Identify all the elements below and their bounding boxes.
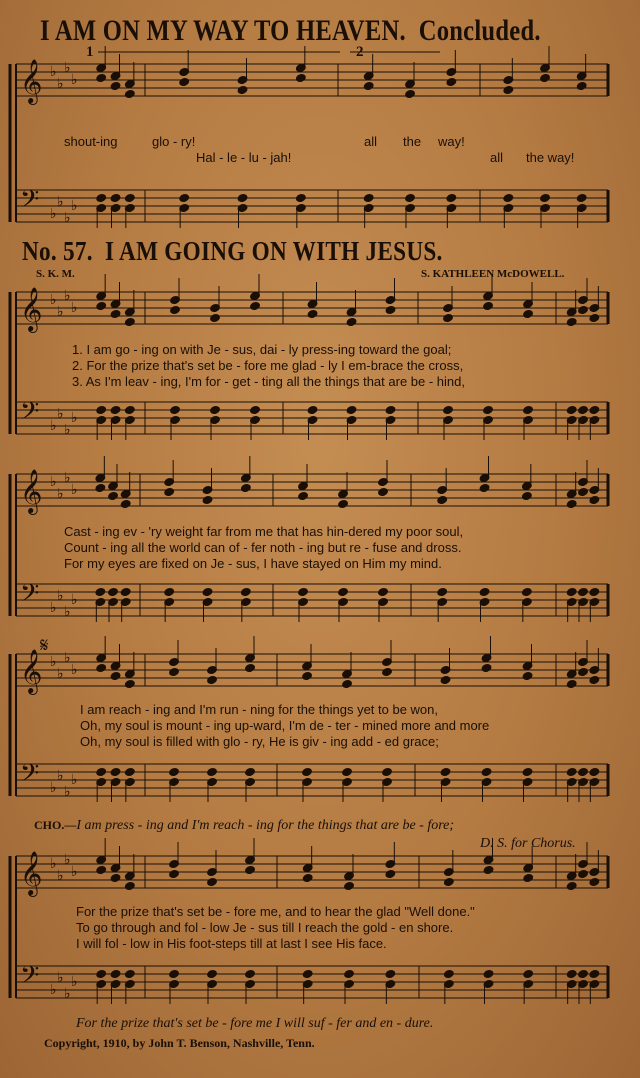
system1-alto-note — [483, 301, 494, 310]
system0-alto-note — [237, 85, 248, 94]
system4-treble-clef: 𝄞 — [20, 851, 43, 895]
system2-tenor-note — [108, 587, 119, 596]
system2-alto-note — [578, 487, 589, 496]
system1-alto-note — [578, 305, 589, 314]
system1-alto-note — [346, 317, 357, 326]
system3-alto-note — [110, 671, 121, 680]
top-lyric-all-2: all — [490, 150, 504, 165]
system2-alto-note — [566, 499, 577, 508]
system0-alto-note — [576, 81, 587, 90]
system4-flat-icon: ♭ — [50, 856, 57, 872]
first-ending-number: 1 — [86, 44, 94, 60]
system3-flat-icon: ♭ — [50, 780, 57, 796]
system1-alto-note — [523, 309, 534, 318]
system2-alto-note — [202, 495, 213, 504]
system2-flat-icon: ♭ — [64, 470, 71, 486]
system1-flat-icon: ♭ — [71, 410, 78, 426]
system4-tenor-note — [96, 969, 107, 978]
verse2-line1: 2. For the prize that's set be - fore me glad - ly I em-brace the cross, — [72, 358, 464, 373]
system1-tenor-note — [385, 405, 396, 414]
system4-alto-note — [245, 865, 256, 874]
verse3-line2: For my eyes are fixed on Je - sus, I have stayed on Him my mind. — [64, 556, 442, 571]
system1-tenor-note — [125, 405, 136, 414]
system0-tenor-note — [296, 193, 307, 202]
system3-tenor-note — [169, 767, 180, 776]
system1-alto-note — [250, 301, 261, 310]
system2-tenor-note — [437, 587, 448, 596]
system3-alto-note — [96, 663, 107, 672]
system3-tenor-note — [589, 767, 600, 776]
system4-tenor-note — [245, 969, 256, 978]
system2-tenor-note — [479, 587, 490, 596]
system3-tenor-note — [566, 767, 577, 776]
system2-alto-note — [95, 483, 106, 492]
system1-tenor-note — [110, 405, 121, 414]
system4-alto-note — [578, 869, 589, 878]
system3-tenor-note — [522, 767, 533, 776]
system2-alto-note — [589, 495, 600, 504]
system4-alto-note — [483, 865, 494, 874]
system3-tenor-note — [245, 767, 256, 776]
system1-tenor-note — [170, 405, 181, 414]
chorus-line: CHO.—I am press - ing and I'm reach - ing for the things that are be - fore; — [34, 818, 455, 833]
system1-tenor-note — [210, 405, 221, 414]
system1-tenor-note — [483, 405, 494, 414]
system0-alto-note — [363, 81, 374, 90]
system1-alto-note — [307, 309, 318, 318]
system2-tenor-note — [338, 587, 349, 596]
system2-alto-note — [164, 487, 175, 496]
system1-tenor-note — [346, 405, 357, 414]
system4-alto-note — [125, 881, 136, 890]
system2-tenor-note — [202, 587, 213, 596]
system4-alto-note — [589, 877, 600, 886]
system2-alto-note — [479, 483, 490, 492]
top-lyric-way: way! — [438, 134, 465, 149]
system2-flat-icon: ♭ — [64, 604, 71, 620]
system2-tenor-note — [120, 587, 131, 596]
system3-alto-note — [566, 679, 577, 688]
system0-bass-clef: 𝄢 — [20, 185, 40, 220]
system1-alto-note — [110, 309, 121, 318]
system2-flat-icon: ♭ — [71, 592, 78, 608]
top-lyric-the: the — [403, 134, 422, 149]
system0-flat-icon: ♭ — [57, 194, 64, 210]
system4-flat-icon: ♭ — [71, 864, 78, 880]
system2-alto-note — [437, 495, 448, 504]
system4-tenor-note — [169, 969, 180, 978]
system0-alto-note — [125, 89, 136, 98]
system0-treble-clef: 𝄞 — [20, 59, 43, 103]
system2-flat-icon: ♭ — [50, 474, 57, 490]
system0-tenor-note — [110, 193, 121, 202]
system4-flat-icon: ♭ — [64, 852, 71, 868]
system3-tenor-note — [578, 767, 589, 776]
system4-tenor-note — [566, 969, 577, 978]
chorus-verse1: For the prize that's set be - fore me, and to hear the glad "Well done." — [76, 904, 475, 919]
system0-tenor-note — [540, 193, 551, 202]
system4-flat-icon: ♭ — [57, 970, 64, 986]
second-ending-number: 2 — [356, 44, 364, 60]
system4-tenor-note — [344, 969, 355, 978]
system0-alto-note — [405, 89, 416, 98]
system3-alto-note — [125, 679, 136, 688]
system1-treble-clef: 𝄞 — [20, 287, 43, 331]
system4-bass-clef: 𝄢 — [20, 961, 40, 996]
system0-tenor-note — [237, 193, 248, 202]
system4-alto-note — [169, 869, 180, 878]
system1-flat-icon: ♭ — [64, 288, 71, 304]
system0-flat-icon: ♭ — [64, 60, 71, 76]
system3-flat-icon: ♭ — [71, 662, 78, 678]
system2-tenor-note — [298, 587, 309, 596]
verse1-line3: I am reach - ing and I'm run - ning for the things yet to be won, — [80, 702, 439, 717]
system1-tenor-note — [250, 405, 261, 414]
verse1-line2: Cast - ing ev - 'ry weight far from me that has hin-dered my poor soul, — [64, 524, 464, 539]
system3-alto-note — [440, 675, 451, 684]
system2-alto-note — [338, 499, 349, 508]
system4-flat-icon: ♭ — [71, 974, 78, 990]
segno-icon: 𝄋 — [40, 633, 49, 657]
lyricist-initials: S. K. M. — [36, 268, 75, 280]
system0-flat-icon: ♭ — [71, 198, 78, 214]
system2-tenor-note — [589, 587, 600, 596]
system1-tenor-note — [307, 405, 318, 414]
system1-tenor-note — [566, 405, 577, 414]
system2-bass-clef: 𝄢 — [20, 579, 40, 614]
system1-alto-note — [170, 305, 181, 314]
system4-alto-note — [344, 881, 355, 890]
system4-tenor-note — [523, 969, 534, 978]
system4-alto-note — [207, 877, 218, 886]
system0-tenor-note — [503, 193, 514, 202]
system2-tenor-note — [578, 587, 589, 596]
system3-bass-clef: 𝄢 — [20, 759, 40, 794]
top-lyric-hallelujah: Hal - le - lu - jah! — [196, 150, 292, 165]
bass-lyric-line: For the prize that's set be - fore me I will suf - fer and en - dure. — [76, 1016, 434, 1031]
copyright-notice: Copyright, 1910, by John T. Benson, Nashville, Tenn. — [44, 1036, 315, 1050]
system3-tenor-note — [382, 767, 393, 776]
system4-tenor-note — [125, 969, 136, 978]
system0-tenor-note — [179, 193, 190, 202]
system4-tenor-note — [444, 969, 455, 978]
verse2-line2: Count - ing all the world can of - fer noth - ing but re - fuse and dross. — [64, 540, 462, 555]
previous-hymn-title: I AM ON MY WAY TO HEAVEN. Concluded. — [40, 14, 541, 47]
system2-tenor-note — [566, 587, 577, 596]
system2-alto-note — [108, 491, 119, 500]
system4-alto-note — [523, 873, 534, 882]
system3-tenor-note — [440, 767, 451, 776]
verse1-line1: 1. I am go - ing on with Je - sus, dai - ly press-ing toward the goal; — [72, 342, 452, 357]
system4-alto-note — [566, 881, 577, 890]
system1-alto-note — [566, 317, 577, 326]
system1-flat-icon: ♭ — [71, 300, 78, 316]
top-lyric-shouting: shout-ing — [64, 134, 118, 149]
system1-flat-icon: ♭ — [50, 418, 57, 434]
system2-tenor-note — [378, 587, 389, 596]
system4-tenor-note — [589, 969, 600, 978]
system1-alto-note — [96, 301, 107, 310]
system2-alto-note — [298, 491, 309, 500]
system3-alto-note — [522, 671, 533, 680]
system3-tenor-note — [302, 767, 313, 776]
system2-tenor-note — [95, 587, 106, 596]
system4-flat-icon: ♭ — [57, 868, 64, 884]
system4-tenor-note — [302, 969, 313, 978]
system0-alto-note — [540, 73, 551, 82]
system3-alto-note — [245, 663, 256, 672]
system4-alto-note — [96, 865, 107, 874]
system0-alto-note — [179, 77, 190, 86]
system4-alto-note — [385, 869, 396, 878]
system0-flat-icon: ♭ — [71, 72, 78, 88]
system0-tenor-note — [576, 193, 587, 202]
system1-alto-note — [589, 313, 600, 322]
composer-name: S. KATHLEEN McDOWELL. — [421, 268, 565, 280]
verse3-line1: 3. As I'm leav - ing, I'm for - get - ting all the things that are be - hind, — [72, 374, 465, 389]
system3-flat-icon: ♭ — [71, 772, 78, 788]
system2-alto-note — [522, 491, 533, 500]
system3-treble-clef: 𝄞 — [20, 649, 43, 693]
system1-alto-note — [125, 317, 136, 326]
system3-tenor-note — [342, 767, 353, 776]
system3-tenor-note — [96, 767, 107, 776]
system1-tenor-note — [589, 405, 600, 414]
ds-marking: D. S. for Chorus. — [480, 836, 576, 851]
system0-tenor-note — [125, 193, 136, 202]
system0-tenor-note — [446, 193, 457, 202]
system2-tenor-note — [522, 587, 533, 596]
top-lyric-the-way-2: the way! — [526, 150, 575, 165]
system1-bass-clef: 𝄢 — [20, 397, 40, 432]
system3-alto-note — [302, 671, 313, 680]
system0-tenor-note — [405, 193, 416, 202]
system4-alto-note — [444, 877, 455, 886]
system0-alto-note — [446, 77, 457, 86]
system1-alto-note — [210, 313, 221, 322]
system3-alto-note — [342, 679, 353, 688]
system1-tenor-note — [578, 405, 589, 414]
system4-tenor-note — [483, 969, 494, 978]
system4-alto-note — [302, 873, 313, 882]
system1-alto-note — [385, 305, 396, 314]
system3-tenor-note — [125, 767, 136, 776]
system3-tenor-note — [207, 767, 218, 776]
system2-alto-note — [378, 487, 389, 496]
system3-flat-icon: ♭ — [57, 666, 64, 682]
system4-flat-icon: ♭ — [50, 982, 57, 998]
system0-flat-icon: ♭ — [64, 210, 71, 226]
system2-flat-icon: ♭ — [57, 588, 64, 604]
system4-tenor-note — [207, 969, 218, 978]
system1-flat-icon: ♭ — [50, 292, 57, 308]
system1-tenor-note — [523, 405, 534, 414]
system3-alto-note — [169, 667, 180, 676]
hymn-title: No. 57. I AM GOING ON WITH JESUS. — [22, 236, 443, 266]
system2-flat-icon: ♭ — [50, 600, 57, 616]
system3-alto-note — [481, 663, 492, 672]
system4-alto-note — [110, 873, 121, 882]
system2-alto-note — [120, 499, 131, 508]
system3-flat-icon: ♭ — [57, 768, 64, 784]
system4-tenor-note — [578, 969, 589, 978]
system1-alto-note — [443, 313, 454, 322]
system1-tenor-note — [443, 405, 454, 414]
system3-flat-icon: ♭ — [50, 654, 57, 670]
system2-flat-icon: ♭ — [71, 482, 78, 498]
verse3-line3: Oh, my soul is filled with glo - ry, He is giv - ing add - ed grace; — [80, 734, 439, 749]
verse2-line3: Oh, my soul is mount - ing up-ward, I'm de - ter - mined more and more — [80, 718, 490, 733]
system3-alto-note — [207, 675, 218, 684]
system3-flat-icon: ♭ — [64, 650, 71, 666]
system0-tenor-note — [363, 193, 374, 202]
system0-alto-note — [296, 73, 307, 82]
system2-alto-note — [241, 483, 252, 492]
system2-tenor-note — [241, 587, 252, 596]
chorus-verse3: I will fol - low in His foot-steps till at last I see His face. — [76, 936, 387, 951]
system0-alto-note — [110, 81, 121, 90]
system3-alto-note — [578, 667, 589, 676]
system0-flat-icon: ♭ — [57, 76, 64, 92]
system3-tenor-note — [110, 767, 121, 776]
system2-tenor-note — [164, 587, 175, 596]
chorus-verse2: To go through and fol - low Je - sus till I reach the gold - en shore. — [76, 920, 454, 935]
system4-tenor-note — [385, 969, 396, 978]
system4-tenor-note — [110, 969, 121, 978]
system0-tenor-note — [96, 193, 107, 202]
system3-alto-note — [382, 667, 393, 676]
system1-flat-icon: ♭ — [64, 422, 71, 438]
system0-flat-icon: ♭ — [50, 64, 57, 80]
system1-tenor-note — [96, 405, 107, 414]
system0-alto-note — [503, 85, 514, 94]
system1-flat-icon: ♭ — [57, 304, 64, 320]
top-lyric-all: all — [364, 134, 378, 149]
system2-flat-icon: ♭ — [57, 486, 64, 502]
system4-flat-icon: ♭ — [64, 986, 71, 1002]
system3-tenor-note — [481, 767, 492, 776]
system2-treble-clef: 𝄞 — [20, 469, 43, 513]
system3-flat-icon: ♭ — [64, 784, 71, 800]
system3-alto-note — [589, 675, 600, 684]
top-lyric-glory: glo - ry! — [152, 134, 196, 149]
system1-flat-icon: ♭ — [57, 406, 64, 422]
system0-flat-icon: ♭ — [50, 206, 57, 222]
system0-alto-note — [96, 73, 107, 82]
